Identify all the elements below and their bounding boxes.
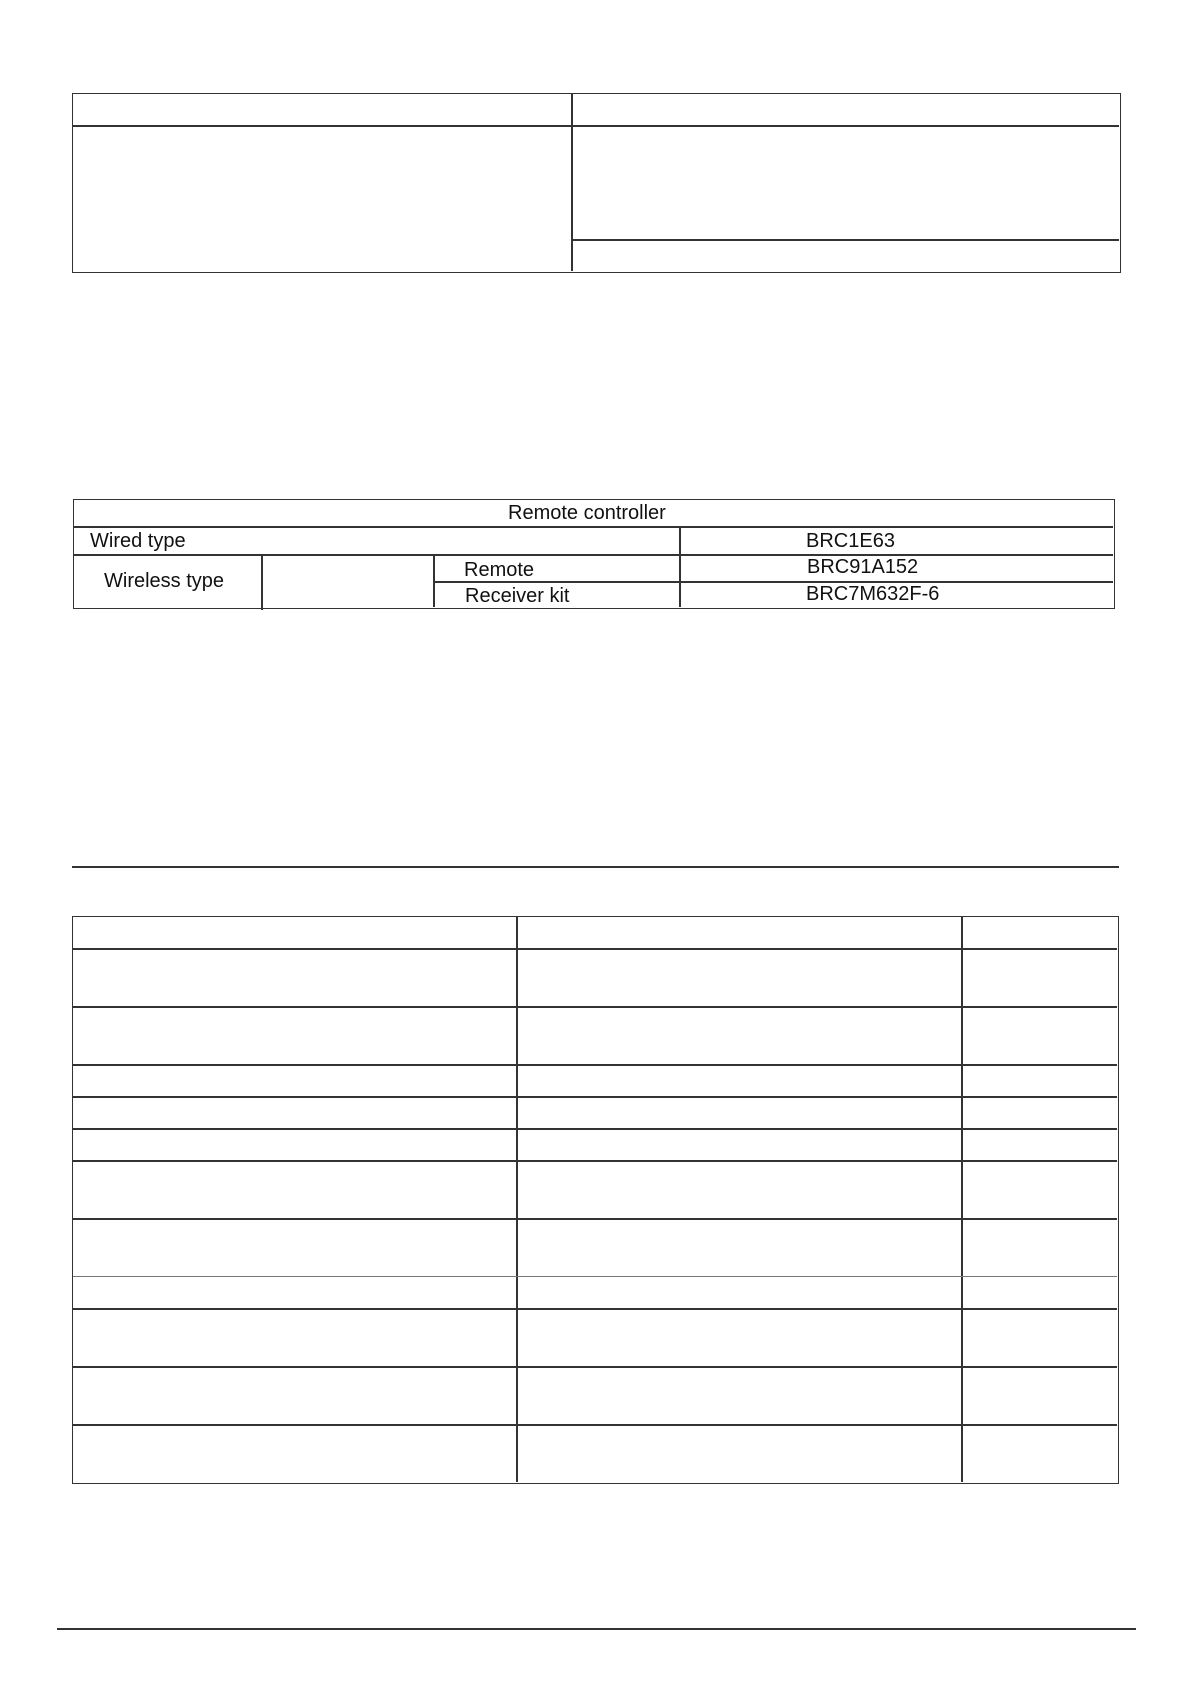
table-divider: [679, 526, 681, 607]
table-divider: [433, 581, 1113, 583]
model-wired-remote: BRC1E63: [806, 530, 895, 552]
table-divider: [73, 1128, 1117, 1130]
blank-table-bottom: [72, 916, 1119, 1484]
table-divider: [516, 917, 518, 1482]
footer-rule: [57, 1628, 1136, 1630]
table-divider: [73, 1366, 1117, 1368]
row-label-wireless-type: Wireless type: [104, 570, 225, 592]
table-divider: [74, 526, 1113, 528]
table-divider: [73, 1424, 1117, 1426]
table-divider: [571, 94, 573, 271]
table-divider: [73, 1276, 1117, 1277]
table-divider: [73, 1160, 1117, 1162]
remote-controller-table: [73, 499, 1115, 609]
table-divider: [571, 239, 1119, 241]
table-divider: [73, 1006, 1117, 1008]
blank-table-top: [72, 93, 1121, 273]
table-divider: [74, 554, 1113, 556]
table-divider: [433, 554, 435, 607]
table-divider: [73, 1308, 1117, 1310]
section-divider: [72, 866, 1119, 868]
table-divider: [73, 1218, 1117, 1220]
table-title: Remote controller: [508, 502, 666, 524]
row-label-remote: Remote: [464, 559, 535, 581]
table-divider: [73, 1096, 1117, 1098]
table-divider: [73, 1064, 1117, 1066]
table-divider: [73, 948, 1117, 950]
table-divider: [73, 125, 1119, 127]
table-divider: [261, 554, 263, 610]
model-wireless-remote: BRC91A152: [807, 556, 919, 578]
table-divider: [961, 917, 963, 1482]
row-label-wired-type: Wired type: [90, 530, 186, 552]
row-label-receiver-kit: Receiver kit: [465, 585, 570, 607]
model-receiver-kit: BRC7M632F-6: [806, 583, 940, 605]
